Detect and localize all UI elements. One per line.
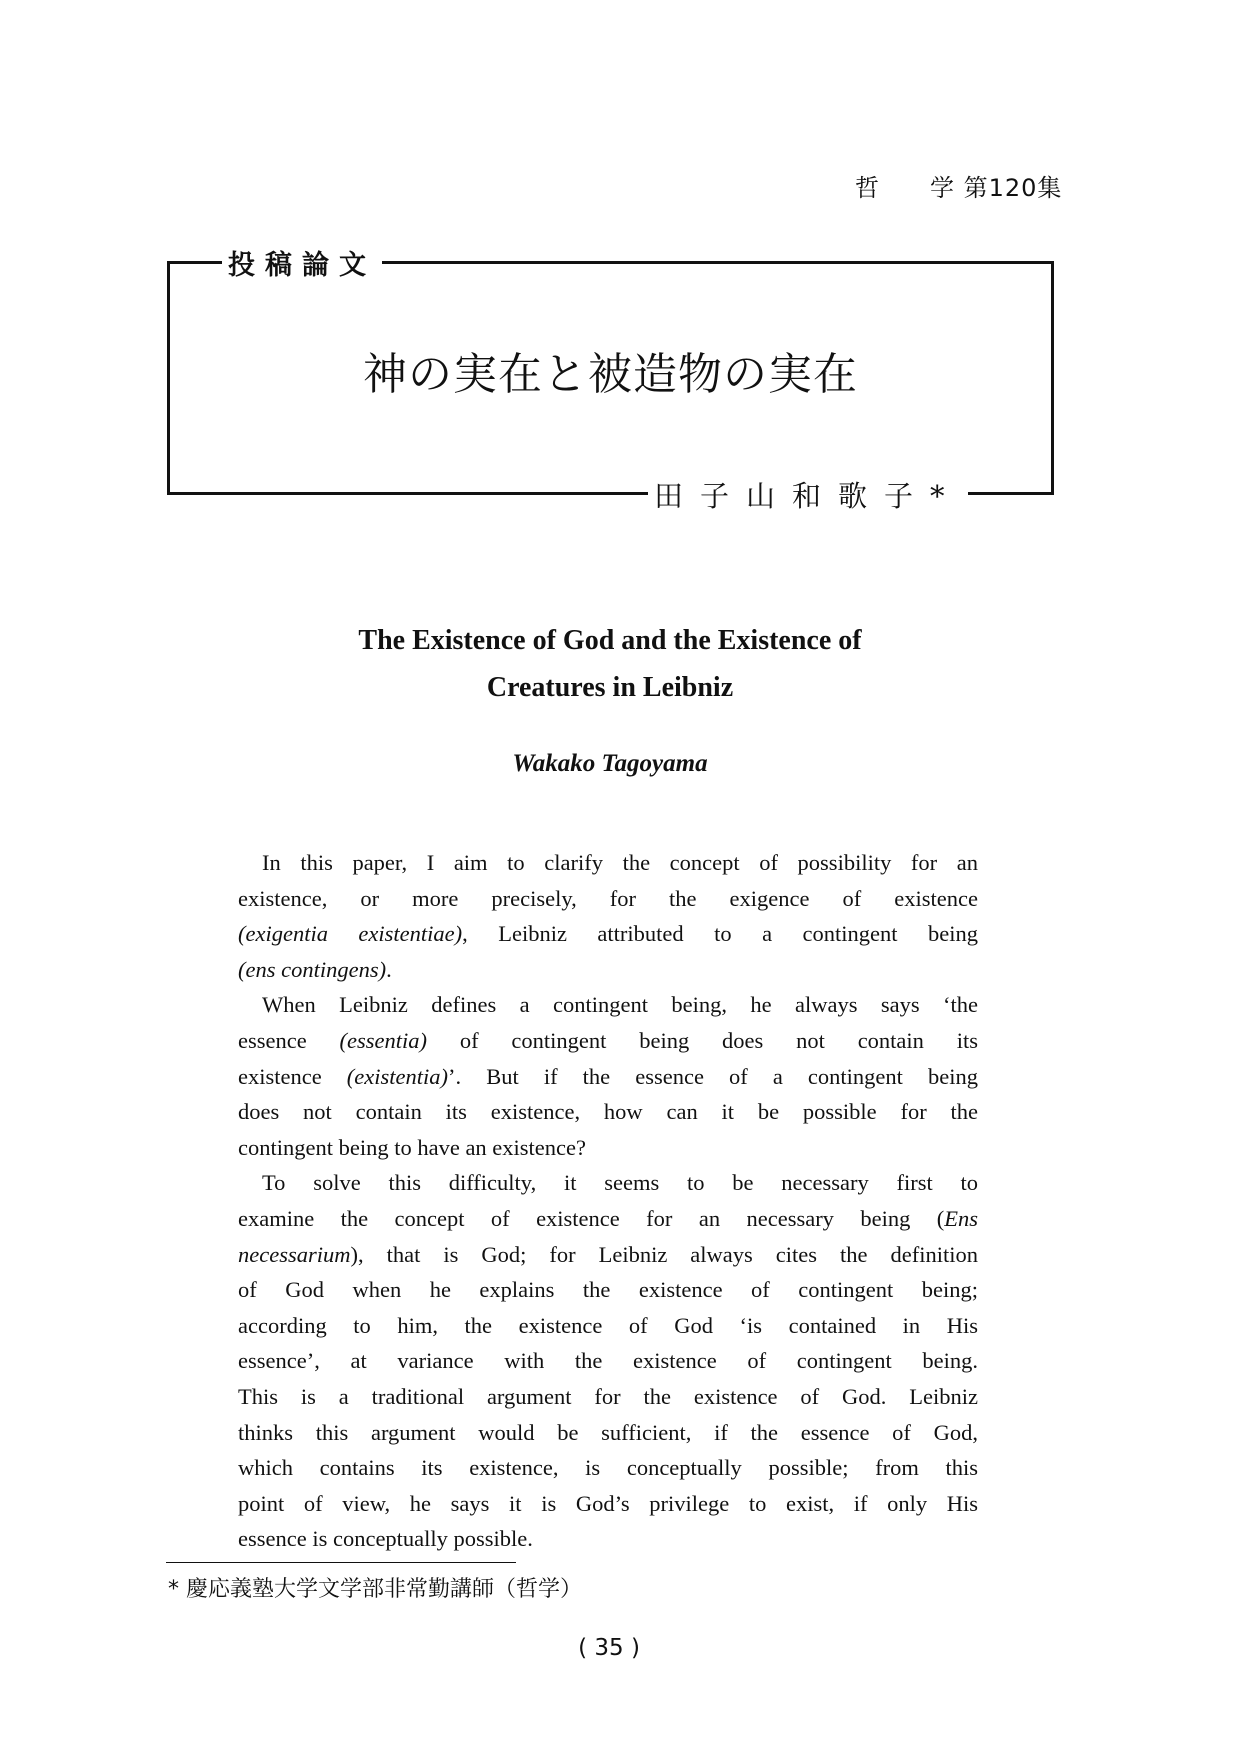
text-run: examine the concept of existence for an necessary being ( bbox=[238, 1205, 945, 1231]
footnote-rule bbox=[166, 1562, 516, 1563]
italic-term: (ens contingens) bbox=[238, 956, 387, 982]
text-run: . bbox=[386, 956, 392, 982]
text-run: essence bbox=[238, 1027, 340, 1053]
body-line bbox=[238, 1023, 978, 1059]
text-run: which contains its existence, is conceptually possible; from this bbox=[238, 1455, 978, 1481]
text-run: of contingent being does not contain its bbox=[427, 1027, 978, 1053]
body-line bbox=[238, 987, 978, 1023]
body-line bbox=[238, 1094, 978, 1130]
text-run: In this paper, I aim to clarify the concept of possibility for an bbox=[262, 850, 978, 875]
japanese-author: 田子山和歌子* bbox=[648, 474, 968, 515]
italic-term: necessarium bbox=[238, 1241, 351, 1267]
abstract-body bbox=[238, 845, 978, 1557]
body-line bbox=[238, 881, 978, 917]
footnote: * 慶応義塾大学文学部非常勤講師（哲学） bbox=[168, 1577, 582, 1602]
text-run: When Leibniz defines a contingent being, he always says ‘the bbox=[262, 992, 978, 1018]
text-run: existence, or more precisely, for the exigence of existence bbox=[238, 885, 978, 911]
body-line bbox=[238, 1415, 978, 1451]
text-run: thinks this argument would be sufficient, if the essence of God, bbox=[238, 1419, 978, 1445]
text-run: point of view, he says it is God’s privilege to exist, if only His bbox=[238, 1490, 978, 1516]
body-line bbox=[238, 1237, 978, 1273]
text-run: ’. But if the essence of a contingent being bbox=[448, 1063, 978, 1089]
text-run: does not contain its existence, how can it be possible for the bbox=[238, 1099, 978, 1125]
body-line bbox=[238, 1486, 978, 1522]
page-number: ( 35 ) bbox=[578, 1635, 640, 1661]
body-line bbox=[238, 1343, 978, 1379]
text-run: existence bbox=[238, 1063, 347, 1089]
text-run: This is a traditional argument for the existence of God. Leibniz bbox=[238, 1383, 978, 1409]
english-author: Wakako Tagoyama bbox=[512, 750, 708, 777]
italic-term: (essentia) bbox=[339, 1027, 428, 1053]
body-line bbox=[238, 1450, 978, 1486]
genre-label: 投稿論文 bbox=[222, 243, 382, 282]
body-line bbox=[238, 845, 978, 881]
text-run: , Leibniz attributed to a contingent being bbox=[462, 921, 978, 947]
body-line bbox=[238, 1272, 978, 1308]
text-run: essence is conceptually possible. bbox=[238, 1526, 533, 1552]
body-line bbox=[238, 952, 978, 988]
body-line bbox=[238, 1201, 978, 1237]
italic-term: (exigentia existentiae) bbox=[238, 921, 463, 947]
text-run: ), that is God; for Leibniz always cites the definition bbox=[350, 1241, 978, 1267]
body-line bbox=[238, 1379, 978, 1415]
english-title-line: Creatures in Leibniz bbox=[486, 672, 734, 703]
text-run: of God when he explains the existence of contingent being; bbox=[238, 1277, 978, 1303]
japanese-title: 神の実在と被造物の実在 bbox=[363, 349, 858, 400]
text-run: To solve this difficulty, it seems to be necessary first to bbox=[262, 1170, 978, 1196]
body-line bbox=[238, 1130, 978, 1166]
italic-term: Ens bbox=[944, 1205, 978, 1231]
body-line bbox=[238, 1308, 978, 1344]
body-line bbox=[238, 1521, 978, 1557]
body-line bbox=[238, 1059, 978, 1095]
english-title bbox=[200, 617, 1020, 711]
english-title-line: The Existence of God and the Existence of bbox=[358, 625, 862, 656]
body-line bbox=[238, 916, 978, 952]
text-run: essence’, at variance with the existence of contingent being. bbox=[238, 1348, 978, 1374]
text-run: contingent being to have an existence? bbox=[238, 1134, 586, 1160]
text-run: according to him, the existence of God ‘is contained in His bbox=[238, 1312, 978, 1338]
journal-header: 哲 学 第120集 bbox=[855, 174, 1063, 202]
italic-term: (existentia) bbox=[346, 1063, 449, 1089]
body-line bbox=[238, 1165, 978, 1201]
